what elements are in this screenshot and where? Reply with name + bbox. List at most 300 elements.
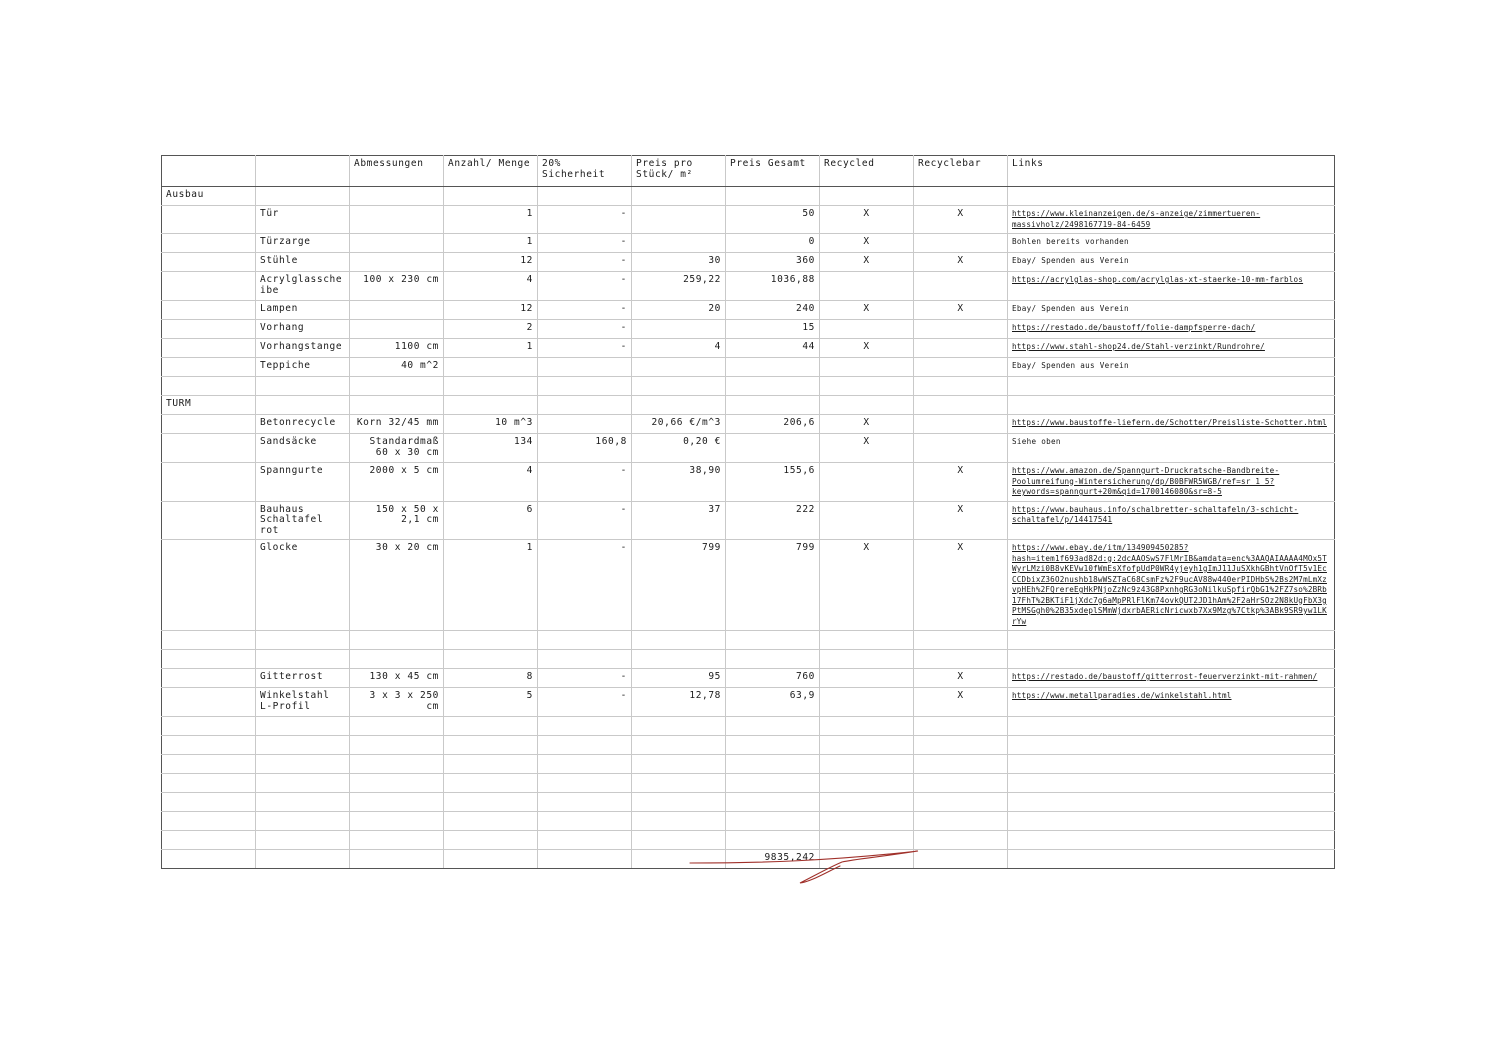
quantity-cell bbox=[444, 736, 538, 755]
recyclable-mark: X bbox=[914, 688, 1008, 717]
recyclable-mark bbox=[914, 755, 1008, 774]
header-recyclebar: Recyclebar bbox=[914, 156, 1008, 187]
table-row bbox=[162, 187, 1335, 206]
unit-price-cell bbox=[632, 812, 726, 831]
total-price-cell bbox=[726, 755, 820, 774]
unit-price-cell bbox=[632, 396, 726, 415]
dimensions-cell bbox=[350, 812, 444, 831]
link-cell bbox=[1008, 415, 1335, 434]
table-row bbox=[162, 669, 1335, 688]
recycled-mark bbox=[820, 320, 914, 339]
item-name bbox=[256, 717, 350, 736]
unit-price-cell bbox=[632, 717, 726, 736]
total-price-cell: 240 bbox=[726, 301, 820, 320]
unit-price-cell bbox=[632, 650, 726, 669]
dimensions-cell bbox=[350, 253, 444, 272]
link-cell: Siehe oben bbox=[1008, 434, 1335, 463]
table-row bbox=[162, 501, 1335, 540]
table-row bbox=[162, 377, 1335, 396]
link-cell bbox=[1008, 501, 1335, 540]
recyclable-mark: X bbox=[914, 301, 1008, 320]
quantity-cell bbox=[444, 812, 538, 831]
link-cell bbox=[1008, 669, 1335, 688]
header-sicherheit: 20% Sicherheit bbox=[538, 156, 632, 187]
item-name bbox=[256, 793, 350, 812]
header-row bbox=[162, 156, 1335, 187]
link-cell: Ebay/ Spenden aus Verein bbox=[1008, 358, 1335, 377]
table-row bbox=[162, 540, 1335, 631]
section-cell: TURM bbox=[162, 396, 256, 415]
total-price-cell: 360 bbox=[726, 253, 820, 272]
dimensions-cell: 40 m^2 bbox=[350, 358, 444, 377]
safety-margin-cell bbox=[538, 187, 632, 206]
unit-price-cell: 30 bbox=[632, 253, 726, 272]
recyclable-mark: X bbox=[914, 540, 1008, 631]
product-link[interactable]: https://www.kleinanzeigen.de/s-anzeige/zimmertueren-massivholz/2498167719-84-6459 bbox=[1012, 209, 1261, 229]
item-name: Gitterrost bbox=[256, 669, 350, 688]
recyclable-mark bbox=[914, 774, 1008, 793]
link-cell: Bohlen bereits vorhanden bbox=[1008, 234, 1335, 253]
dimensions-cell bbox=[350, 793, 444, 812]
dimensions-cell bbox=[350, 187, 444, 206]
recycled-mark bbox=[820, 688, 914, 717]
quantity-cell: 1 bbox=[444, 540, 538, 631]
section-cell bbox=[162, 850, 256, 869]
total-price-cell bbox=[726, 631, 820, 650]
item-name bbox=[256, 736, 350, 755]
recycled-mark bbox=[820, 396, 914, 415]
quantity-cell: 1 bbox=[444, 339, 538, 358]
unit-price-cell bbox=[632, 358, 726, 377]
dimensions-cell bbox=[350, 396, 444, 415]
link-cell bbox=[1008, 540, 1335, 631]
table-row bbox=[162, 755, 1335, 774]
table-row bbox=[162, 774, 1335, 793]
header-item bbox=[256, 156, 350, 187]
safety-margin-cell bbox=[538, 736, 632, 755]
safety-margin-cell bbox=[538, 358, 632, 377]
quantity-cell: 10 m^3 bbox=[444, 415, 538, 434]
item-name bbox=[256, 850, 350, 869]
total-price-cell bbox=[726, 396, 820, 415]
link-cell bbox=[1008, 650, 1335, 669]
quantity-cell bbox=[444, 717, 538, 736]
dimensions-cell bbox=[350, 736, 444, 755]
section-cell bbox=[162, 377, 256, 396]
quantity-cell bbox=[444, 850, 538, 869]
section-cell bbox=[162, 717, 256, 736]
recycled-mark: X bbox=[820, 415, 914, 434]
recycled-mark bbox=[820, 812, 914, 831]
section-cell bbox=[162, 206, 256, 234]
table-row bbox=[162, 812, 1335, 831]
safety-margin-cell bbox=[538, 812, 632, 831]
section-cell bbox=[162, 736, 256, 755]
safety-margin-cell: - bbox=[538, 206, 632, 234]
quantity-cell bbox=[444, 358, 538, 377]
link-cell bbox=[1008, 631, 1335, 650]
link-cell bbox=[1008, 187, 1335, 206]
safety-margin-cell bbox=[538, 793, 632, 812]
recyclable-mark bbox=[914, 415, 1008, 434]
quantity-cell: 134 bbox=[444, 434, 538, 463]
dimensions-cell: 30 x 20 cm bbox=[350, 540, 444, 631]
table-row bbox=[162, 206, 1335, 234]
safety-margin-cell: - bbox=[538, 501, 632, 540]
section-cell bbox=[162, 358, 256, 377]
table-row bbox=[162, 320, 1335, 339]
recyclable-mark: X bbox=[914, 501, 1008, 540]
dimensions-cell bbox=[350, 650, 444, 669]
recyclable-mark bbox=[914, 396, 1008, 415]
unit-price-cell bbox=[632, 187, 726, 206]
total-price-cell bbox=[726, 434, 820, 463]
quantity-cell bbox=[444, 377, 538, 396]
safety-margin-cell: - bbox=[538, 669, 632, 688]
link-cell bbox=[1008, 272, 1335, 301]
safety-margin-cell: - bbox=[538, 301, 632, 320]
recycled-mark bbox=[820, 463, 914, 502]
recycled-mark: X bbox=[820, 206, 914, 234]
recyclable-mark: X bbox=[914, 669, 1008, 688]
quantity-cell: 1 bbox=[444, 206, 538, 234]
link-cell bbox=[1008, 793, 1335, 812]
table-body bbox=[162, 187, 1335, 869]
dimensions-cell: 3 x 3 x 250 cm bbox=[350, 688, 444, 717]
recycled-mark: X bbox=[820, 339, 914, 358]
section-cell bbox=[162, 415, 256, 434]
recycled-mark bbox=[820, 501, 914, 540]
recycled-mark bbox=[820, 358, 914, 377]
quantity-cell: 4 bbox=[444, 272, 538, 301]
unit-price-cell: 37 bbox=[632, 501, 726, 540]
item-name: Bauhaus Schaltafel rot bbox=[256, 501, 350, 540]
dimensions-cell bbox=[350, 631, 444, 650]
section-cell bbox=[162, 501, 256, 540]
total-price-cell: 222 bbox=[726, 501, 820, 540]
section-cell bbox=[162, 631, 256, 650]
product-link[interactable]: https://www.stahl-shop24.de/Stahl-verzinkt/Rundrohre/ bbox=[1012, 342, 1265, 351]
table-row bbox=[162, 736, 1335, 755]
quantity-cell: 1 bbox=[444, 234, 538, 253]
item-name bbox=[256, 650, 350, 669]
link-cell bbox=[1008, 463, 1335, 502]
section-cell bbox=[162, 650, 256, 669]
total-price-cell bbox=[726, 774, 820, 793]
dimensions-cell: 130 x 45 cm bbox=[350, 669, 444, 688]
item-name: Winkelstahl L-Profil bbox=[256, 688, 350, 717]
safety-margin-cell: - bbox=[538, 234, 632, 253]
product-link[interactable]: https://www.ebay.de/itm/134909450285?hash=item1f693ad82d:g:2dcAAOSwS7FlMrIB&amdata=enc%3AAQAIAAAA4MOx5TWyrLMzi0B8vKEVw10fWmEsXfofpUdP0WR4yjeyh1gImJ11JuSXkhGBhtVnOfT5v1EcCCDbixZ36O2nushb18wWSZTaC68CsmFz%2F9ucAV88w440erPIDHbS%2Bs2M7mLmXzvpHEh%2FQrereEgHkPNjoZzNc9z43G8PxnhgRG3oNilkuSpfirQbG1%2FZ7so%2BRb17FhT%2BKTiF1jXdc7g6aMpPRlFlKm74ovkQUT2JD1hAm%2F2aHrSOz2N8kUgFbX3gPtMSGgh0%2B35xdeplSMmWjdxrbAERicNricwxb7Xx9Mzg%7Ctkp%3ABk9SR9yw1LKrYw bbox=[1012, 543, 1327, 626]
recyclable-mark bbox=[914, 736, 1008, 755]
total-price-cell: 44 bbox=[726, 339, 820, 358]
recycled-mark bbox=[820, 272, 914, 301]
table-row bbox=[162, 339, 1335, 358]
total-price-cell bbox=[726, 377, 820, 396]
unit-price-cell bbox=[632, 377, 726, 396]
recyclable-mark bbox=[914, 339, 1008, 358]
quantity-cell: 12 bbox=[444, 253, 538, 272]
quantity-cell bbox=[444, 774, 538, 793]
section-cell: Ausbau bbox=[162, 187, 256, 206]
dimensions-cell bbox=[350, 301, 444, 320]
link-cell bbox=[1008, 339, 1335, 358]
unit-price-cell bbox=[632, 631, 726, 650]
item-name bbox=[256, 377, 350, 396]
table-row bbox=[162, 253, 1335, 272]
recycled-mark bbox=[820, 650, 914, 669]
total-price-cell bbox=[726, 358, 820, 377]
quantity-cell: 4 bbox=[444, 463, 538, 502]
product-link[interactable]: https://www.metallparadies.de/winkelstahl.html bbox=[1012, 691, 1232, 700]
product-link[interactable]: https://www.baustoffe-liefern.de/Schotter/Preisliste-Schotter.html bbox=[1012, 418, 1327, 427]
safety-margin-cell bbox=[538, 831, 632, 850]
link-cell bbox=[1008, 812, 1335, 831]
header-abmessungen: Abmessungen bbox=[350, 156, 444, 187]
section-cell bbox=[162, 339, 256, 358]
total-price-cell bbox=[726, 717, 820, 736]
table-row bbox=[162, 396, 1335, 415]
item-name bbox=[256, 812, 350, 831]
link-cell bbox=[1008, 396, 1335, 415]
section-cell bbox=[162, 669, 256, 688]
quantity-cell bbox=[444, 831, 538, 850]
section-cell bbox=[162, 831, 256, 850]
total-price-cell bbox=[726, 793, 820, 812]
quantity-cell bbox=[444, 650, 538, 669]
total-price-cell bbox=[726, 650, 820, 669]
recyclable-mark bbox=[914, 650, 1008, 669]
safety-margin-cell: - bbox=[538, 540, 632, 631]
recycled-mark bbox=[820, 736, 914, 755]
product-link[interactable]: https://www.amazon.de/Spanngurt-Druckratsche-Bandbreite-Poolumreifung-Wintersicherung/dp/B0BFWR5WGB/ref=sr_1_5?keywords=spanngurt+20m&qid=1700146080&sr=8-5 bbox=[1012, 466, 1280, 496]
link-cell bbox=[1008, 688, 1335, 717]
safety-margin-cell bbox=[538, 415, 632, 434]
recyclable-mark bbox=[914, 812, 1008, 831]
table-row bbox=[162, 463, 1335, 502]
item-name bbox=[256, 831, 350, 850]
recycled-mark bbox=[820, 774, 914, 793]
section-cell bbox=[162, 540, 256, 631]
header-preis-gesamt: Preis Gesamt bbox=[726, 156, 820, 187]
quantity-cell: 12 bbox=[444, 301, 538, 320]
product-link[interactable]: https://restado.de/baustoff/folie-dampfsperre-dach/ bbox=[1012, 323, 1256, 332]
table-row bbox=[162, 301, 1335, 320]
section-cell bbox=[162, 774, 256, 793]
header-section bbox=[162, 156, 256, 187]
table-row bbox=[162, 793, 1335, 812]
recycled-mark bbox=[820, 187, 914, 206]
quantity-cell bbox=[444, 793, 538, 812]
item-name bbox=[256, 396, 350, 415]
table-row bbox=[162, 631, 1335, 650]
dimensions-cell bbox=[350, 234, 444, 253]
dimensions-cell bbox=[350, 831, 444, 850]
product-link[interactable]: https://acrylglas-shop.com/acrylglas-xt-staerke-10-mm-farblos bbox=[1012, 275, 1304, 284]
table-row bbox=[162, 717, 1335, 736]
quantity-cell: 8 bbox=[444, 669, 538, 688]
section-cell bbox=[162, 434, 256, 463]
dimensions-cell bbox=[350, 850, 444, 869]
total-price-cell: 799 bbox=[726, 540, 820, 631]
recycled-mark bbox=[820, 793, 914, 812]
header-links: Links bbox=[1008, 156, 1335, 187]
quantity-cell bbox=[444, 631, 538, 650]
safety-margin-cell: 160,8 bbox=[538, 434, 632, 463]
total-price-cell: 15 bbox=[726, 320, 820, 339]
recyclable-mark bbox=[914, 434, 1008, 463]
unit-price-cell: 12,78 bbox=[632, 688, 726, 717]
total-price-cell: 0 bbox=[726, 234, 820, 253]
recycled-mark: X bbox=[820, 434, 914, 463]
dimensions-cell bbox=[350, 774, 444, 793]
unit-price-cell: 20,66 €/m^3 bbox=[632, 415, 726, 434]
safety-margin-cell bbox=[538, 755, 632, 774]
safety-margin-cell: - bbox=[538, 339, 632, 358]
total-price-cell bbox=[726, 812, 820, 831]
dimensions-cell bbox=[350, 377, 444, 396]
safety-margin-cell bbox=[538, 631, 632, 650]
dimensions-cell: 2000 x 5 cm bbox=[350, 463, 444, 502]
item-name: Tür bbox=[256, 206, 350, 234]
quantity-cell: 5 bbox=[444, 688, 538, 717]
safety-margin-cell: - bbox=[538, 688, 632, 717]
safety-margin-cell: - bbox=[538, 463, 632, 502]
quantity-cell bbox=[444, 755, 538, 774]
item-name: Spanngurte bbox=[256, 463, 350, 502]
table-row bbox=[162, 358, 1335, 377]
item-name bbox=[256, 755, 350, 774]
dimensions-cell: 1100 cm bbox=[350, 339, 444, 358]
recyclable-mark bbox=[914, 793, 1008, 812]
product-link[interactable]: https://www.bauhaus.info/schalbretter-schaltafeln/3-schicht-schaltafel/p/14417541 bbox=[1012, 504, 1299, 524]
table-row bbox=[162, 650, 1335, 669]
safety-margin-cell bbox=[538, 396, 632, 415]
link-cell bbox=[1008, 850, 1335, 869]
section-cell bbox=[162, 812, 256, 831]
section-cell bbox=[162, 463, 256, 502]
recyclable-mark bbox=[914, 272, 1008, 301]
recycled-mark bbox=[820, 377, 914, 396]
item-name: Glocke bbox=[256, 540, 350, 631]
header-preis-pro: Preis pro Stück/ m² bbox=[632, 156, 726, 187]
recyclable-mark bbox=[914, 631, 1008, 650]
dimensions-cell bbox=[350, 206, 444, 234]
table-row bbox=[162, 688, 1335, 717]
safety-margin-cell bbox=[538, 377, 632, 396]
link-cell bbox=[1008, 320, 1335, 339]
unit-price-cell bbox=[632, 736, 726, 755]
item-name: Teppiche bbox=[256, 358, 350, 377]
table-row bbox=[162, 272, 1335, 301]
total-price-cell: 155,6 bbox=[726, 463, 820, 502]
unit-price-cell bbox=[632, 320, 726, 339]
quantity-cell: 2 bbox=[444, 320, 538, 339]
unit-price-cell bbox=[632, 774, 726, 793]
table-row bbox=[162, 434, 1335, 463]
section-cell bbox=[162, 755, 256, 774]
unit-price-cell: 799 bbox=[632, 540, 726, 631]
safety-margin-cell bbox=[538, 717, 632, 736]
link-cell bbox=[1008, 831, 1335, 850]
recycled-mark bbox=[820, 755, 914, 774]
product-link[interactable]: https://restado.de/baustoff/gitterrost-feuerverzinkt-mit-rahmen/ bbox=[1012, 672, 1318, 681]
recyclable-mark: X bbox=[914, 463, 1008, 502]
section-cell bbox=[162, 234, 256, 253]
dimensions-cell bbox=[350, 755, 444, 774]
unit-price-cell: 0,20 € bbox=[632, 434, 726, 463]
unit-price-cell bbox=[632, 793, 726, 812]
unit-price-cell: 20 bbox=[632, 301, 726, 320]
item-name: Vorhang bbox=[256, 320, 350, 339]
unit-price-cell bbox=[632, 234, 726, 253]
section-cell bbox=[162, 301, 256, 320]
dimensions-cell: 100 x 230 cm bbox=[350, 272, 444, 301]
item-name: Lampen bbox=[256, 301, 350, 320]
recycled-mark bbox=[820, 717, 914, 736]
link-cell bbox=[1008, 206, 1335, 234]
table-row bbox=[162, 234, 1335, 253]
link-cell: Ebay/ Spenden aus Verein bbox=[1008, 253, 1335, 272]
link-cell: Ebay/ Spenden aus Verein bbox=[1008, 301, 1335, 320]
item-name: Acrylglasscheibe bbox=[256, 272, 350, 301]
dimensions-cell: 150 x 50 x 2,1 cm bbox=[350, 501, 444, 540]
dimensions-cell: Korn 32/45 mm bbox=[350, 415, 444, 434]
safety-margin-cell bbox=[538, 650, 632, 669]
recyclable-mark bbox=[914, 358, 1008, 377]
total-price-cell: 9835,242 bbox=[726, 850, 820, 869]
section-cell bbox=[162, 272, 256, 301]
recyclable-mark bbox=[914, 320, 1008, 339]
dimensions-cell: Standardmaß 60 x 30 cm bbox=[350, 434, 444, 463]
safety-margin-cell: - bbox=[538, 320, 632, 339]
total-price-cell: 50 bbox=[726, 206, 820, 234]
header-anzahl: Anzahl/ Menge bbox=[444, 156, 538, 187]
safety-margin-cell bbox=[538, 850, 632, 869]
section-cell bbox=[162, 793, 256, 812]
quantity-cell bbox=[444, 187, 538, 206]
recyclable-mark: X bbox=[914, 206, 1008, 234]
link-cell bbox=[1008, 774, 1335, 793]
recycled-mark: X bbox=[820, 540, 914, 631]
item-name bbox=[256, 774, 350, 793]
link-cell bbox=[1008, 755, 1335, 774]
item-name bbox=[256, 631, 350, 650]
unit-price-cell: 38,90 bbox=[632, 463, 726, 502]
safety-margin-cell: - bbox=[538, 272, 632, 301]
item-name: Betonrecycle bbox=[256, 415, 350, 434]
dimensions-cell bbox=[350, 320, 444, 339]
total-price-cell: 63,9 bbox=[726, 688, 820, 717]
recyclable-mark bbox=[914, 717, 1008, 736]
recycled-mark: X bbox=[820, 234, 914, 253]
signature-stroke bbox=[690, 851, 918, 883]
total-price-cell: 206,6 bbox=[726, 415, 820, 434]
item-name bbox=[256, 187, 350, 206]
link-cell bbox=[1008, 717, 1335, 736]
handwritten-signature bbox=[680, 845, 930, 890]
item-name: Stühle bbox=[256, 253, 350, 272]
link-cell bbox=[1008, 377, 1335, 396]
recycled-mark: X bbox=[820, 253, 914, 272]
section-cell bbox=[162, 320, 256, 339]
total-price-cell: 760 bbox=[726, 669, 820, 688]
unit-price-cell: 95 bbox=[632, 669, 726, 688]
link-cell bbox=[1008, 736, 1335, 755]
unit-price-cell: 4 bbox=[632, 339, 726, 358]
header-recycled: Recycled bbox=[820, 156, 914, 187]
safety-margin-cell: - bbox=[538, 253, 632, 272]
